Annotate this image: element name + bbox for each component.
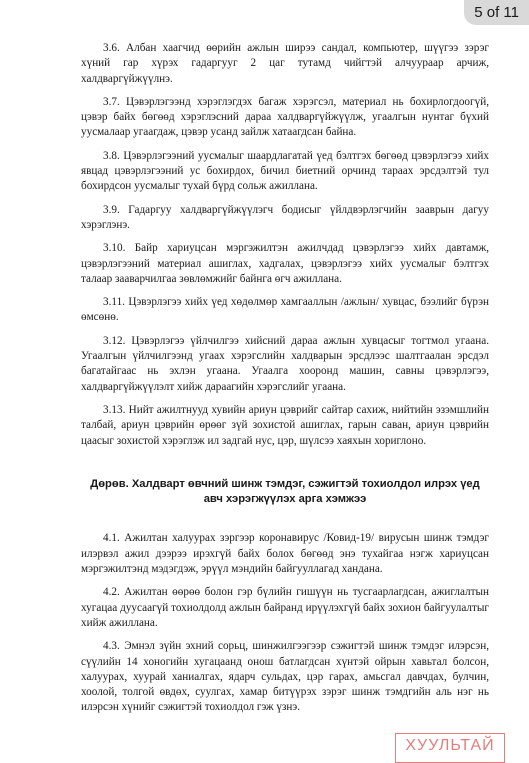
paragraph-3-8: 3.8. Цэвэрлэгээний уусмалыг шаардлагатай үед бэлтгэх бөгөөд цэвэрлэгээ хийх явцад цэвэрлэгээний ус бохирдох, бичил биетний орчинд тараах эрсдэлтэй тул бохирдсон уусмалыг тухай бүрд сольж ажиллана. — [81, 149, 489, 193]
document-body — [81, 41, 489, 724]
paragraph-3-9: 3.9. Гадаргуу халдваргүйжүүлэгч бодисыг үйлдвэрлэгчийн зааврын дагуу хэрэглэнэ. — [81, 203, 489, 231]
paragraph-3-7: 3.7. Цэвэрлэгээнд хэрэглэгдэх багаж хэрэгсэл, материал нь бохирлогдоогүй, цэвэр байх бөгөөд хэрэглэсний дараа халдваргүйжүүлж, угаалгын нунтаг бүхий уусмалаар угаагдаж, цэвэр усанд зайлж хатаагдсан байна. — [81, 95, 489, 139]
paragraph-3-10: 3.10. Байр хариуцсан мэргэжилтэн ажилчдад цэвэрлэгээ хийх давтамж, цэвэрлэгээний материал ашиглах, хадгалах, цэвэрлэгээ хийх уусмалыг бэлтгэх талаар зааварчилгаа зөвлөмжийг байнга өгч ажиллана. — [81, 242, 489, 285]
paragraph-3-11: 3.11. Цэвэрлэгээ хийх үед хөдөлмөр хамгааллын /ажлын/ хувцас, бээлийг бүрэн өмсөнө. — [81, 296, 489, 324]
paragraph-4-3: 4.3. Эмнэл зүйн эхний сорьц, шинжилгээгээр сэжигтэй шинж тэмдэг илэрсэн, сүүлийн 14 хоногийн хугацаанд онош батлагдсан хүнтэй ойрын хавьтал болсон, халуурах, хуурай ханиалгах, ядарч сульдах, цэр гарах, амьсгал давчдах, булчин, хоолой, толгой өвдөх, суулгах, хамар битүүрэх зэрэг шинж тэмдгийн аль нэг нь илэрсэн хүнийг сэжигтэй тохиолдол гэж үзнэ. — [81, 640, 489, 714]
paragraph-3-6: 3.6. Албан хаагчид өөрийн ажлын ширээ сандал, компьютер, шүүгээ зэрэг хүний гар хүрэх гадаргууг 2 цаг тутамд чийгтэй алчуураар арчиж, халдваргүйжүүлнэ. — [81, 42, 489, 85]
paragraph-4-1: 4.1. Ажилтан халуурах зэргээр коронавирус /Ковид-19/ вирусын шинж тэмдэг илэрвэл ажил дээрээ ирэхгүй байх болох бөгөөд энэ тухайгаа нэгж хариуцсан мэргэжилтэнд мэдэгдэж, эрүүл мэндийн байгууллагад хандана. — [81, 532, 489, 576]
stamp: ХУУЛЬТАЙ — [395, 733, 505, 763]
section-4-heading: Дөрөв. Халдварт өвчний шинж тэмдэг, сэжигтэй тохиолдол илрэх үед авч хэрэгжүүлэх арга хэмжээ — [90, 477, 480, 506]
page-indicator: 5 of 11 — [464, 0, 529, 25]
paragraph-3-13: 3.13. Нийт ажилтнууд хувийн ариун цэврийг сайтар сахиж, нийтийн эзэмшлийн талбай, ариун цэврийн өрөөг зүй зохистой ашиглах, гарын саван, ариун цэврийн цаасыг зохистой хэрэглэж ил задгай нус, цэр, шүлсээ хаяхын хориглоно. — [81, 403, 489, 447]
paragraph-4-2: 4.2. Ажилтан өөрөө болон гэр бүлийн гишүүн нь тусгаарлагдсан, ажиглалтын хугацаа дуусаагүй тохиолдолд ажлын байранд ирүүлэхгүй байх зохион байгуулалтыг хийж ажиллана. — [81, 586, 489, 629]
paragraph-3-12: 3.12. Цэвэрлэгээ үйлчилгээ хийсний дараа ажлын хувцасыг тогтмол угаана. Угаалгын үйлчилгээнд угаах хэрэгслийн халдварын эрсдлээс шалтгаалан эрсдэл багатайгаас нь эхлэн угаана. Угаалга хооронд машин, савны цэвэрлэгээ, халдваргүйжүүлэлт хийж дараагийн хэрэгслийг угаана. — [81, 334, 489, 393]
